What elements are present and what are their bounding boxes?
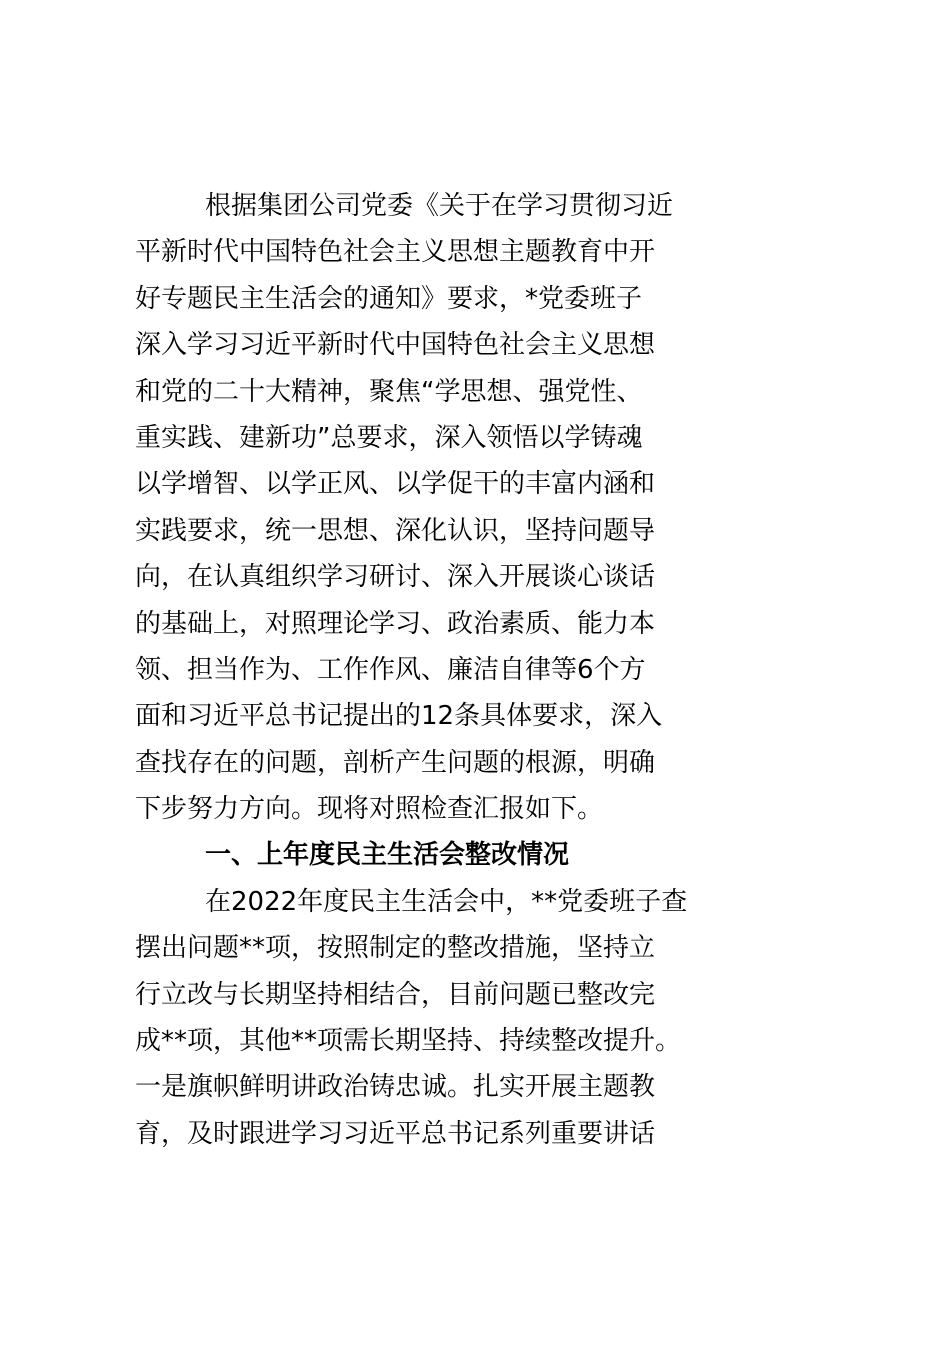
paragraph-line: 根据集团公司党委《关于在学习贯彻习近 xyxy=(205,191,674,221)
paragraph-line: 和党的二十大精神，聚焦“学思想、强党性、 xyxy=(135,376,643,407)
paragraph-line: 重实践、建新功”总要求，深入领悟以学铸魂 xyxy=(135,422,643,453)
paragraph-line: 下步努力方向。现将对照检查汇报如下。 xyxy=(135,794,604,825)
document-body xyxy=(135,183,825,1157)
paragraph-line: 育，及时跟进学习习近平总书记系列重要讲话 xyxy=(135,1118,656,1149)
paragraph-line: 好专题民主生活会的通知》要求，*党委班子 xyxy=(135,283,643,314)
paragraph-line: 深入学习习近平新时代中国特色社会主义思想 xyxy=(135,330,656,361)
paragraph-line: 成**项，其他**项需长期坚持、持续整改提升。 xyxy=(135,1026,682,1057)
paragraph-line: 摆出问题**项，按照制定的整改措施，坚持立 xyxy=(135,933,656,964)
paragraph-line: 平新时代中国特色社会主义思想主题教育中开 xyxy=(135,237,656,268)
paragraph-line: 查找存在的问题，剖析产生问题的根源，明确 xyxy=(135,747,656,778)
paragraph-line: 领、担当作为、工作作风、廉洁自律等6个方 xyxy=(135,654,646,685)
paragraph-line: 以学增智、以学正风、以学促干的丰富内涵和 xyxy=(135,469,656,500)
paragraph-line: 面和习近平总书记提出的12条具体要求，深入 xyxy=(135,701,663,732)
paragraph-line: 的基础上，对照理论学习、政治素质、能力本 xyxy=(135,608,656,639)
paragraph-line: 行立改与长期坚持相结合，目前问题已整改完 xyxy=(135,979,656,1010)
paragraph-line: 向，在认真组织学习研讨、深入开展谈心谈话 xyxy=(135,562,656,593)
paragraph-line: 一是旗帜鲜明讲政治铸忠诚。扎实开展主题教 xyxy=(135,1072,656,1103)
section-heading: 一、上年度民主生活会整改情况 xyxy=(205,840,570,871)
paragraph-line: 在2022年度民主生活会中，**党委班子查 xyxy=(205,886,688,917)
paragraph-line: 实践要求，统一思想、深化认识，坚持问题导 xyxy=(135,515,656,546)
